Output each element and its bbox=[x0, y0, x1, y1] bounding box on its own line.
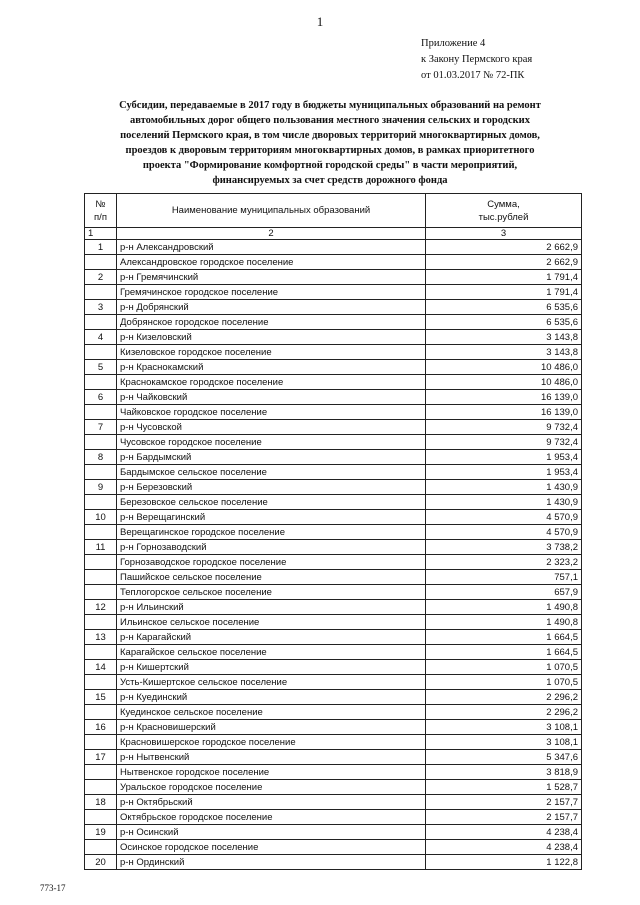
table-row bbox=[85, 690, 582, 705]
row-sum: 3 818,9 bbox=[426, 765, 582, 780]
row-number bbox=[85, 840, 117, 855]
table-row bbox=[85, 300, 582, 315]
row-sum: 757,1 bbox=[426, 570, 582, 585]
document-title bbox=[70, 98, 590, 188]
row-name: Карагайское сельское поселение bbox=[117, 645, 426, 660]
row-name: Бардымское сельское поселение bbox=[117, 465, 426, 480]
row-number: 17 bbox=[85, 750, 117, 765]
table-row bbox=[85, 480, 582, 495]
row-name: Горнозаводское городское поселение bbox=[117, 555, 426, 570]
appendix-line-3: от 01.03.2017 № 72-ПК bbox=[421, 70, 525, 81]
header-number-line-2: п/п bbox=[94, 211, 107, 223]
table-row bbox=[85, 735, 582, 750]
table-row bbox=[85, 435, 582, 450]
header-sum-line-1: Сумма, bbox=[487, 198, 520, 210]
row-sum: 4 238,4 bbox=[426, 825, 582, 840]
table-row bbox=[85, 240, 582, 255]
row-number bbox=[85, 615, 117, 630]
table-row bbox=[85, 810, 582, 825]
row-name: Верещагинское городское поселение bbox=[117, 525, 426, 540]
row-number: 11 bbox=[85, 540, 117, 555]
row-name: Гремячинское городское поселение bbox=[117, 285, 426, 300]
appendix-line-1: Приложение 4 bbox=[421, 38, 486, 49]
row-number bbox=[85, 345, 117, 360]
table-row bbox=[85, 315, 582, 330]
row-number: 9 bbox=[85, 480, 117, 495]
table-row bbox=[85, 570, 582, 585]
table-row bbox=[85, 765, 582, 780]
row-number bbox=[85, 810, 117, 825]
row-number bbox=[85, 435, 117, 450]
row-number bbox=[85, 405, 117, 420]
column-index-row bbox=[85, 228, 582, 240]
table-row bbox=[85, 255, 582, 270]
row-name: р-н Гремячинский bbox=[117, 270, 426, 285]
row-sum: 1 122,8 bbox=[426, 855, 582, 870]
row-number: 12 bbox=[85, 600, 117, 615]
row-name: р-н Александровский bbox=[117, 240, 426, 255]
column-index-3: 3 bbox=[426, 228, 582, 240]
row-name: р-н Березовский bbox=[117, 480, 426, 495]
title-line-2: автомобильных дорог общего пользования местного значения сельских и городских bbox=[130, 115, 530, 126]
header-sum-line-2: тыс.рублей bbox=[478, 211, 529, 223]
row-number: 2 bbox=[85, 270, 117, 285]
row-number: 4 bbox=[85, 330, 117, 345]
row-name: Усть-Кишертское сельское поселение bbox=[117, 675, 426, 690]
table-row bbox=[85, 270, 582, 285]
row-sum: 2 157,7 bbox=[426, 810, 582, 825]
row-name: Нытвенское городское поселение bbox=[117, 765, 426, 780]
table-row bbox=[85, 615, 582, 630]
row-name: р-н Ординский bbox=[117, 855, 426, 870]
row-sum: 1 664,5 bbox=[426, 645, 582, 660]
table-row bbox=[85, 540, 582, 555]
row-name: р-н Кишертский bbox=[117, 660, 426, 675]
row-name: Кизеловское городское поселение bbox=[117, 345, 426, 360]
row-sum: 2 662,9 bbox=[426, 240, 582, 255]
row-sum: 2 296,2 bbox=[426, 690, 582, 705]
row-number bbox=[85, 465, 117, 480]
row-sum: 16 139,0 bbox=[426, 390, 582, 405]
row-sum: 2 323,2 bbox=[426, 555, 582, 570]
table-row bbox=[85, 375, 582, 390]
header-number-line-1: № bbox=[95, 198, 106, 210]
table-row bbox=[85, 360, 582, 375]
row-name: р-н Верещагинский bbox=[117, 510, 426, 525]
row-number: 18 bbox=[85, 795, 117, 810]
table-row bbox=[85, 855, 582, 870]
row-number bbox=[85, 705, 117, 720]
row-sum: 3 108,1 bbox=[426, 735, 582, 750]
header-name: Наименование муниципальных образований bbox=[117, 194, 426, 228]
row-sum: 10 486,0 bbox=[426, 375, 582, 390]
table-row bbox=[85, 840, 582, 855]
row-sum: 6 535,6 bbox=[426, 300, 582, 315]
row-name: р-н Ильинский bbox=[117, 600, 426, 615]
row-number: 13 bbox=[85, 630, 117, 645]
row-sum: 2 296,2 bbox=[426, 705, 582, 720]
row-sum: 1 490,8 bbox=[426, 615, 582, 630]
row-number bbox=[85, 645, 117, 660]
table-row bbox=[85, 825, 582, 840]
row-number: 3 bbox=[85, 300, 117, 315]
row-sum: 3 143,8 bbox=[426, 345, 582, 360]
table-row bbox=[85, 510, 582, 525]
row-name: р-н Кизеловский bbox=[117, 330, 426, 345]
row-name: р-н Куединский bbox=[117, 690, 426, 705]
row-number bbox=[85, 555, 117, 570]
row-name: р-н Красновишерский bbox=[117, 720, 426, 735]
row-number: 15 bbox=[85, 690, 117, 705]
row-sum: 1 430,9 bbox=[426, 480, 582, 495]
row-number bbox=[85, 765, 117, 780]
row-number bbox=[85, 735, 117, 750]
row-number: 20 bbox=[85, 855, 117, 870]
row-sum: 3 143,8 bbox=[426, 330, 582, 345]
table-row bbox=[85, 750, 582, 765]
row-sum: 10 486,0 bbox=[426, 360, 582, 375]
row-name: Куединское сельское поселение bbox=[117, 705, 426, 720]
row-number bbox=[85, 315, 117, 330]
table-row bbox=[85, 585, 582, 600]
row-number: 5 bbox=[85, 360, 117, 375]
footer-code: 773-17 bbox=[40, 883, 66, 893]
row-sum: 4 238,4 bbox=[426, 840, 582, 855]
row-number: 16 bbox=[85, 720, 117, 735]
row-name: Александровское городское поселение bbox=[117, 255, 426, 270]
table-header-row bbox=[85, 194, 582, 228]
table-row bbox=[85, 285, 582, 300]
row-name: р-н Нытвенский bbox=[117, 750, 426, 765]
row-number bbox=[85, 285, 117, 300]
row-sum: 4 570,9 bbox=[426, 510, 582, 525]
table-row bbox=[85, 600, 582, 615]
row-sum: 1 791,4 bbox=[426, 270, 582, 285]
row-number bbox=[85, 525, 117, 540]
row-name: Уральское городское поселение bbox=[117, 780, 426, 795]
table-row bbox=[85, 630, 582, 645]
table-row bbox=[85, 420, 582, 435]
row-name: р-н Чусовской bbox=[117, 420, 426, 435]
row-number: 6 bbox=[85, 390, 117, 405]
row-name: Ильинское сельское поселение bbox=[117, 615, 426, 630]
title-line-6: финансируемых за счет средств дорожного фонда bbox=[212, 175, 448, 186]
column-index-2: 2 bbox=[117, 228, 426, 240]
row-sum: 9 732,4 bbox=[426, 420, 582, 435]
title-line-1: Субсидии, передаваемые в 2017 году в бюджеты муниципальных образований на ремонт bbox=[119, 100, 541, 111]
row-name: р-н Горнозаводский bbox=[117, 540, 426, 555]
row-number: 8 bbox=[85, 450, 117, 465]
row-number: 7 bbox=[85, 420, 117, 435]
row-number bbox=[85, 375, 117, 390]
appendix-header bbox=[421, 36, 532, 84]
row-sum: 6 535,6 bbox=[426, 315, 582, 330]
row-name: Красновишерское городское поселение bbox=[117, 735, 426, 750]
table-row bbox=[85, 390, 582, 405]
row-sum: 4 570,9 bbox=[426, 525, 582, 540]
table-row bbox=[85, 465, 582, 480]
row-sum: 1 953,4 bbox=[426, 465, 582, 480]
table-row bbox=[85, 330, 582, 345]
row-name: Октябрьское городское поселение bbox=[117, 810, 426, 825]
row-sum: 1 791,4 bbox=[426, 285, 582, 300]
table-row bbox=[85, 405, 582, 420]
header-sum bbox=[426, 194, 582, 228]
row-name: р-н Краснокамский bbox=[117, 360, 426, 375]
row-name: Краснокамское городское поселение bbox=[117, 375, 426, 390]
table-row bbox=[85, 525, 582, 540]
row-number bbox=[85, 585, 117, 600]
row-sum: 657,9 bbox=[426, 585, 582, 600]
row-name: Березовское сельское поселение bbox=[117, 495, 426, 510]
row-sum: 1 070,5 bbox=[426, 660, 582, 675]
subsidy-table bbox=[84, 193, 582, 870]
row-name: р-н Бардымский bbox=[117, 450, 426, 465]
row-sum: 1 490,8 bbox=[426, 600, 582, 615]
table-row bbox=[85, 555, 582, 570]
row-name: р-н Октябрьский bbox=[117, 795, 426, 810]
page-number: 1 bbox=[316, 14, 324, 29]
header-number bbox=[85, 194, 117, 228]
row-sum: 16 139,0 bbox=[426, 405, 582, 420]
row-sum: 5 347,6 bbox=[426, 750, 582, 765]
title-line-4: проездов к дворовым территориям многоквартирных домов, в рамках приоритетного bbox=[125, 145, 535, 156]
table-row bbox=[85, 675, 582, 690]
row-number: 19 bbox=[85, 825, 117, 840]
row-sum: 2 157,7 bbox=[426, 795, 582, 810]
row-name: Осинское городское поселение bbox=[117, 840, 426, 855]
table-row bbox=[85, 660, 582, 675]
row-name: р-н Добрянский bbox=[117, 300, 426, 315]
row-sum: 1 070,5 bbox=[426, 675, 582, 690]
row-name: Теплогорское сельское поселение bbox=[117, 585, 426, 600]
title-line-3: поселений Пермского края, в том числе дворовых территорий многоквартирных домов, bbox=[120, 130, 540, 141]
column-index-1: 1 bbox=[85, 228, 117, 240]
row-sum: 1 664,5 bbox=[426, 630, 582, 645]
appendix-line-2: к Закону Пермского края bbox=[421, 54, 533, 65]
row-number: 10 bbox=[85, 510, 117, 525]
table-row bbox=[85, 495, 582, 510]
row-sum: 1 430,9 bbox=[426, 495, 582, 510]
table-body bbox=[85, 240, 582, 870]
row-sum: 9 732,4 bbox=[426, 435, 582, 450]
table-row bbox=[85, 780, 582, 795]
table-row bbox=[85, 705, 582, 720]
row-name: Чайковское городское поселение bbox=[117, 405, 426, 420]
row-sum: 2 662,9 bbox=[426, 255, 582, 270]
row-number bbox=[85, 570, 117, 585]
row-number: 1 bbox=[85, 240, 117, 255]
row-number bbox=[85, 255, 117, 270]
row-number bbox=[85, 495, 117, 510]
row-number bbox=[85, 675, 117, 690]
row-number bbox=[85, 780, 117, 795]
row-name: р-н Чайковский bbox=[117, 390, 426, 405]
row-name: р-н Карагайский bbox=[117, 630, 426, 645]
row-number: 14 bbox=[85, 660, 117, 675]
table-row bbox=[85, 345, 582, 360]
table-row bbox=[85, 450, 582, 465]
row-sum: 1 528,7 bbox=[426, 780, 582, 795]
title-line-5: проекта "Формирование комфортной городской среды" в части мероприятий, bbox=[142, 160, 518, 171]
table-row bbox=[85, 720, 582, 735]
table-row bbox=[85, 795, 582, 810]
row-name: Пашийское сельское поселение bbox=[117, 570, 426, 585]
row-name: Чусовское городское поселение bbox=[117, 435, 426, 450]
row-name: р-н Осинский bbox=[117, 825, 426, 840]
row-sum: 3 108,1 bbox=[426, 720, 582, 735]
row-sum: 3 738,2 bbox=[426, 540, 582, 555]
table-row bbox=[85, 645, 582, 660]
row-sum: 1 953,4 bbox=[426, 450, 582, 465]
row-name: Добрянское городское поселение bbox=[117, 315, 426, 330]
